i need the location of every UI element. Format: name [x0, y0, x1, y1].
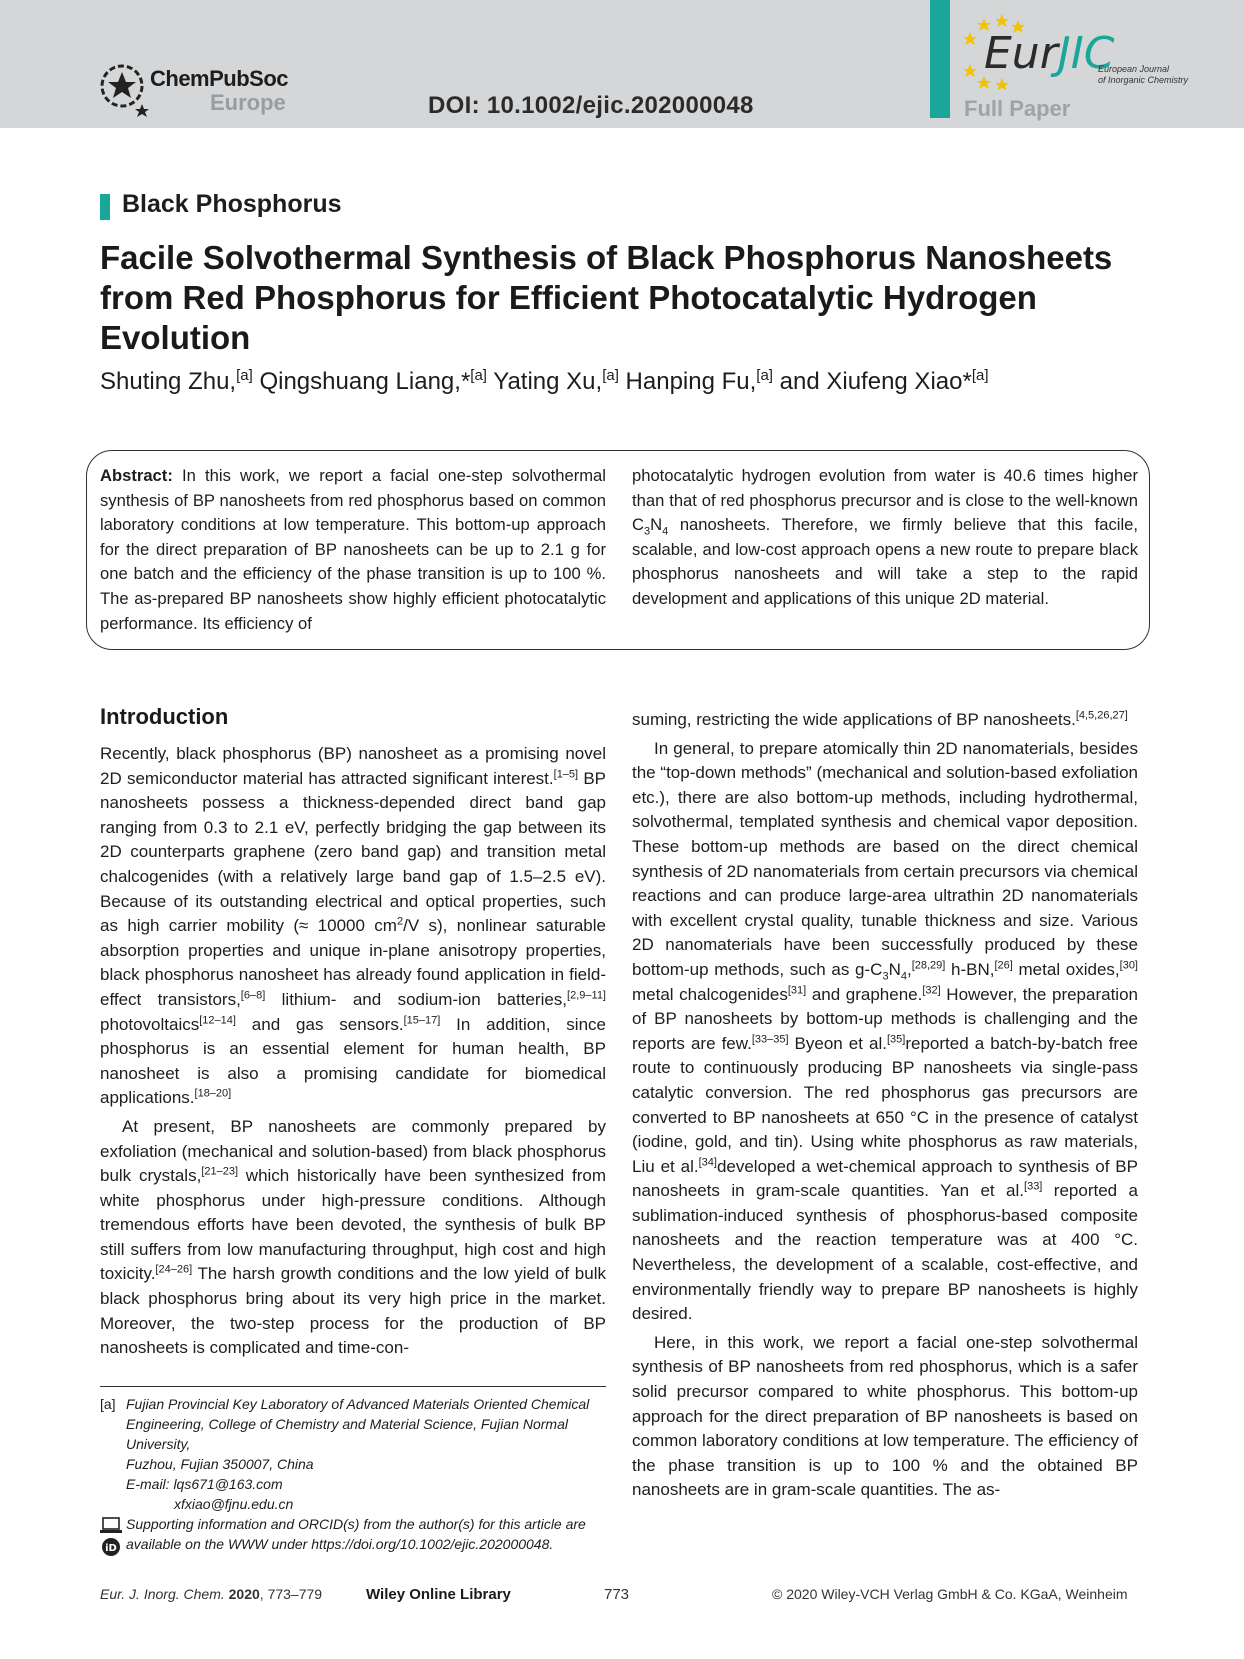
citation[interactable]: [30]	[1119, 959, 1138, 972]
article-title: Facile Solvothermal Synthesis of Black Phosphorus Nanosheets from Red Phosphorus for Efficient Photocatalytic Hydrogen Evolution	[100, 239, 1113, 356]
footnote-rule	[100, 1386, 606, 1387]
wiley-online-library-link[interactable]: Wiley Online Library	[366, 1586, 511, 1603]
paragraph: Here, in this work, we report a facial one-step solvothermal synthesis of BP nanosheets from red phosphorus, which is a safer solid precursor compared to white phosphorus. This bottom-up approach for the direct preparation of BP nanosheets is based on common laboratory conditions at low temperature. The efficiency of the phase transition is up to 100 % and the obtained BP nanosheets are in gram-scale quantities. The as-	[632, 1332, 1138, 1500]
author: Hanping Fu,	[625, 368, 757, 395]
citation[interactable]: [2,9–11]	[567, 989, 606, 1002]
article-type: Full Paper	[964, 96, 1071, 121]
supporting-info-icons	[100, 1516, 122, 1560]
citation[interactable]: [18–20]	[194, 1087, 232, 1100]
author: and Xiufeng Xiao*	[779, 368, 972, 395]
paragraph: In general, to prepare atomically thin 2D nanomaterials, besides the “top-down methods” (mechanical and solution-based exfoliation etc.), there are also bottom-up methods, including hydrothermal, solvothermal, templated synthesis and chemical vapor deposition. These bottom-up methods are based on the direct chemical synthesis of 2D nanomaterials from certain precursors via chemical reactions and can produce large-area ultrathin 2D nanomaterials with excellent crystal quality, tunable thickness and size. Various 2D nanomaterials have been successfully produced by these bottom-up methods, such as $g-C_3N_4,[28,29]$ h-BN,[26] metal oxides,[30] metal chalcogenides[31] and graphene.[32] However, the preparation of BP nanosheets by bottom-up methods is challenging and the reports are few.[33–35] Byeon et al.[35]reported a batch-by-batch free route to continuously producing BP nanosheets via single-pass catalytic conversion. The red phosphorus gas precursors are converted to BP nanosheets at 650 °C in the presence of catalyst (iodine, gold, and tin). Using white phosphorus as raw materials, Liu et al.[34]developed a wet-chemical approach to synthesis of BP nanosheets in gram-scale quantities. Yan et al.[33] reported a sublimation-induced synthesis of phosphorus-based composite nanosheets and the reaction temperature was at 400 °C. Nevertheless, the development of a scalable, cost-effective, and environmentally friendly way to prepare BP nanosheets is highly desired.	[632, 738, 1138, 1324]
footer-citation: Eur. J. Inorg. Chem. 2020, 773–779	[100, 1586, 323, 1602]
publisher-name: ChemPubSoc	[150, 66, 289, 91]
supporting-info[interactable]: Supporting information and ORCID(s) from the author(s) for this article are available on the WWW under https://doi.org/10.1002/ejic.202000048.	[126, 1516, 586, 1552]
paragraph: At present, BP nanosheets are commonly prepared by exfoliation (mechanical and solution-based) from black phosphorus bulk crystals,[21–23] which historically have been synthesized from white phosphorus under high-pressure conditions. Although tremendous efforts have been devoted, the synthesis of bulk BP still suffers from low manufacturing throughput, high cost and high toxicity.[24–26] The harsh growth conditions and the low yield of bulk black phosphorus bring about its very high price in the market. Moreover, the two-step process for the production of BP nanosheets is complicated and time-con-	[100, 1116, 606, 1358]
citation[interactable]: [4,5,26,27]	[1075, 709, 1128, 722]
citation[interactable]: [35]	[886, 1033, 906, 1046]
section-marker	[100, 194, 110, 220]
citation[interactable]: [21–23]	[201, 1165, 239, 1178]
body-left-column	[100, 742, 606, 1361]
abstract-box	[86, 450, 1150, 650]
copyright: © 2020 Wiley-VCH Verlag GmbH & Co. KGaA, Weinheim	[772, 1586, 1128, 1602]
abstract-label: Abstract:	[100, 466, 173, 485]
page-number: 773	[604, 1586, 630, 1603]
citation[interactable]: [6–8]	[240, 989, 266, 1002]
abstract-right-column: photocatalytic hydrogen evolution from water is 40.6 times higher than that of red phosphorus precursor and is close to the well-known $C_3N_4$ nanosheets. Therefore, we firmly believe that this facile, scalable, and low-cost approach opens a new route to prepare black phosphorus nanosheets and will take a step to the rapid development and applications of this unique 2D material.	[632, 466, 1138, 608]
citation[interactable]: [32]	[922, 983, 941, 996]
citation[interactable]: [1–5]	[553, 767, 579, 780]
email-secondary[interactable]: xfxiao@fjnu.edu.cn	[174, 1496, 294, 1512]
journal-full-name: European Journal of Inorganic Chemistry	[1098, 64, 1189, 85]
section-label: Black Phosphorus	[122, 190, 342, 218]
laptop-icon	[100, 1518, 122, 1533]
address: Fuzhou, Fujian 350007, China	[126, 1456, 314, 1472]
citation[interactable]: [34]	[698, 1156, 717, 1169]
chempubsoc-logo-icon	[98, 60, 158, 120]
affiliation: Fujian Provincial Key Laboratory of Advanced Materials Oriented Chemical Engineering, College of Chemistry and Material Science, Fujian Normal University,	[126, 1396, 590, 1452]
body-right-column	[632, 708, 1138, 1503]
author-list: Shuting Zhu,[a] Qingshuang Liang,*[a] Yating Xu,[a] Hanping Fu,[a] and Xiufeng Xiao*[a]	[100, 367, 989, 395]
abstract-left-column	[100, 464, 606, 636]
orcid-icon	[102, 1538, 120, 1556]
author: Yating Xu,	[493, 368, 603, 395]
citation[interactable]: [15–17]	[403, 1013, 441, 1026]
svg-text:iD: iD	[105, 1543, 117, 1554]
citation[interactable]: [33–35]	[751, 1033, 789, 1046]
citation[interactable]: [12–14]	[199, 1013, 236, 1026]
paragraph: Recently, black phosphorus (BP) nanosheet as a promising novel 2D semiconductor material has attracted significant interest.[1–5] BP nanosheets possess a thickness-depended direct band gap ranging from 0.3 to 2.1 eV, perfectly bridging the gap between its 2D counterparts graphene (zero band gap) and transition metal chalcogenides (with a relatively large band gap of 1.5–2.5 eV). Because of its outstanding electrical and optical properties, such as high carrier mobility (≈ 10000 $cm^2/V$ s), nonlinear saturable absorption properties and unique in-plane anisotropy properties, black phosphorus nanosheet has already found application in field-effect transistors,[6–8] lithium- and sodium-ion batteries,[2,9–11] photovoltaics[12–14] and gas sensors.[15–17] In addition, since phosphorus is an essential element for human health, BP nanosheet is also a promising candidate for biomedical applications.[18–20]	[100, 744, 606, 1108]
introduction-heading: Introduction	[100, 704, 229, 729]
citation[interactable]: [26]	[994, 959, 1013, 972]
citation[interactable]: [28,29]	[911, 959, 946, 972]
footnote-tag: [a]	[100, 1396, 116, 1412]
abstract-text: In this work, we report a facial one-step solvothermal synthesis of BP nanosheets from red phosphorus based on common laboratory conditions at low temperature. This bottom-up approach for the direct preparation of BP nanosheets can be up to 2.1 g for one batch and the efficiency of the phase transition is up to 100 %. The as-prepared BP nanosheets show highly efficient photocatalytic performance. Its efficiency of	[100, 466, 606, 633]
journal-logo: EurJIC	[984, 28, 1115, 79]
author: Shuting Zhu,	[100, 368, 237, 395]
citation[interactable]: [33]	[1024, 1180, 1043, 1193]
doi[interactable]: DOI: 10.1002/ejic.202000048	[428, 92, 754, 119]
affiliation-footnote	[100, 1394, 606, 1554]
author: Qingshuang Liang,*	[259, 368, 471, 395]
citation[interactable]: [24–26]	[155, 1263, 193, 1276]
paragraph: suming, restricting the wide applications of BP nanosheets.[4,5,26,27]	[632, 709, 1128, 729]
email-primary[interactable]: E-mail: lqs671@163.com	[126, 1476, 283, 1492]
publisher-sub: Europe	[210, 90, 286, 115]
citation[interactable]: [31]	[787, 983, 807, 996]
header-accent-bar	[930, 0, 950, 118]
